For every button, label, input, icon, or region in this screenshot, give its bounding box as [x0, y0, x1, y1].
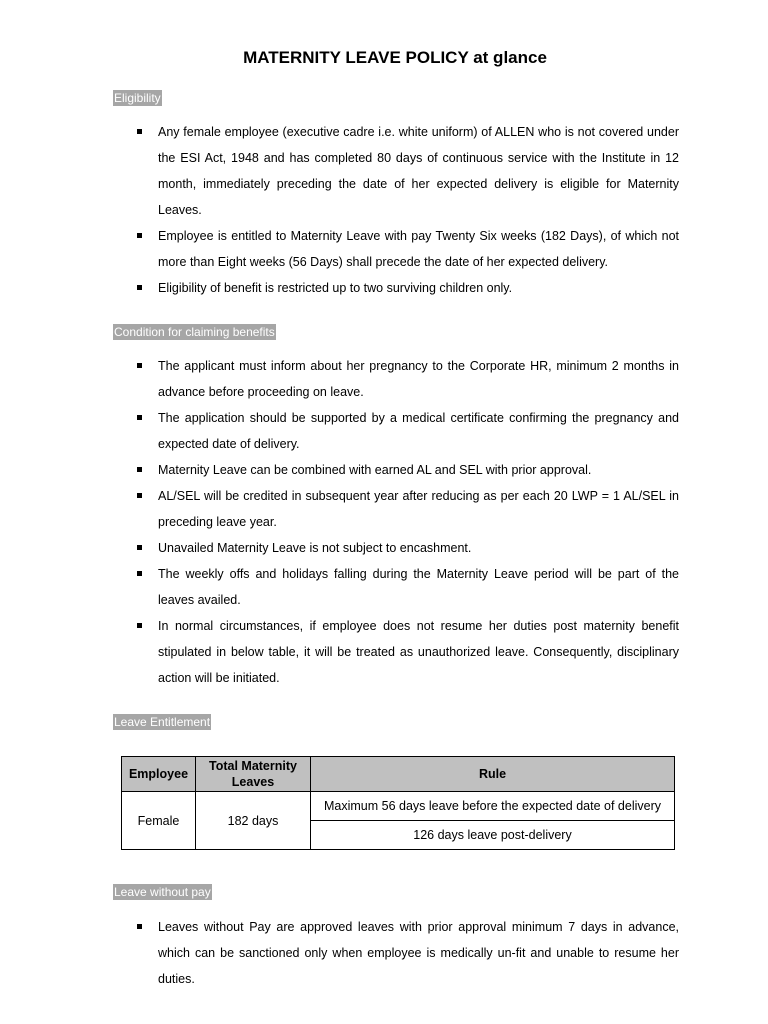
list-item: Leaves without Pay are approved leaves with prior approval minimum 7 days in advance, which can be sanctioned only when employee is medically un-fit and unable to resume her duties.	[137, 914, 679, 992]
section-heading-eligibility: Eligibility	[114, 91, 161, 105]
square-bullet-icon	[137, 467, 142, 472]
header-employee: Employee	[122, 757, 196, 792]
list-item: Eligibility of benefit is restricted up to two surviving children only.	[137, 275, 679, 301]
cell-rule: Maximum 56 days leave before the expected date of delivery	[311, 792, 675, 821]
list-item: Maternity Leave can be combined with earned AL and SEL with prior approval.	[137, 457, 679, 483]
square-bullet-icon	[137, 571, 142, 576]
square-bullet-icon	[137, 129, 142, 134]
list-item: AL/SEL will be credited in subsequent year after reducing as per each 20 LWP = 1 AL/SEL in preceding leave year.	[137, 483, 679, 535]
list-item: Unavailed Maternity Leave is not subject to encashment.	[137, 535, 679, 561]
list-item: The applicant must inform about her pregnancy to the Corporate HR, minimum 2 months in advance before proceeding on leave.	[137, 353, 679, 405]
section-heading-without-pay: Leave without pay	[114, 885, 211, 899]
square-bullet-icon	[137, 924, 142, 929]
square-bullet-icon	[137, 623, 142, 628]
square-bullet-icon	[137, 285, 142, 290]
header-rule: Rule	[311, 757, 675, 792]
list-item: Any female employee (executive cadre i.e. white uniform) of ALLEN who is not covered under the ESI Act, 1948 and has completed 80 days of continuous service with the Institute in 12 month, immediately preceding the date of her expected delivery is eligible for Maternity Leaves.	[137, 119, 679, 223]
square-bullet-icon	[137, 363, 142, 368]
cell-employee: Female	[122, 792, 196, 850]
section-heading-entitlement: Leave Entitlement	[114, 715, 211, 729]
section-heading-conditions: Condition for claiming benefits	[114, 325, 275, 339]
list-item: The application should be supported by a medical certificate confirming the pregnancy and expected date of delivery.	[137, 405, 679, 457]
list-item: Employee is entitled to Maternity Leave with pay Twenty Six weeks (182 Days), of which not more than Eight weeks (56 Days) shall precede the date of her expected delivery.	[137, 223, 679, 275]
entitlement-table	[121, 756, 675, 850]
square-bullet-icon	[137, 415, 142, 420]
conditions-list	[137, 353, 679, 691]
list-item: The weekly offs and holidays falling during the Maternity Leave period will be part of the leaves availed.	[137, 561, 679, 613]
square-bullet-icon	[137, 233, 142, 238]
cell-total: 182 days	[196, 792, 311, 850]
eligibility-list	[137, 119, 679, 301]
without-pay-list	[137, 914, 679, 992]
document-title: MATERNITY LEAVE POLICY at glance	[243, 48, 547, 67]
square-bullet-icon	[137, 493, 142, 498]
cell-rule: 126 days leave post-delivery	[311, 821, 675, 850]
table-header-row	[122, 757, 675, 792]
list-item: In normal circumstances, if employee does not resume her duties post maternity benefit stipulated in below table, it will be treated as unauthorized leave. Consequently, disciplinary action will be initiated.	[137, 613, 679, 691]
square-bullet-icon	[137, 545, 142, 550]
table-row	[122, 792, 675, 821]
header-total-leaves: Total Maternity Leaves	[196, 757, 311, 792]
